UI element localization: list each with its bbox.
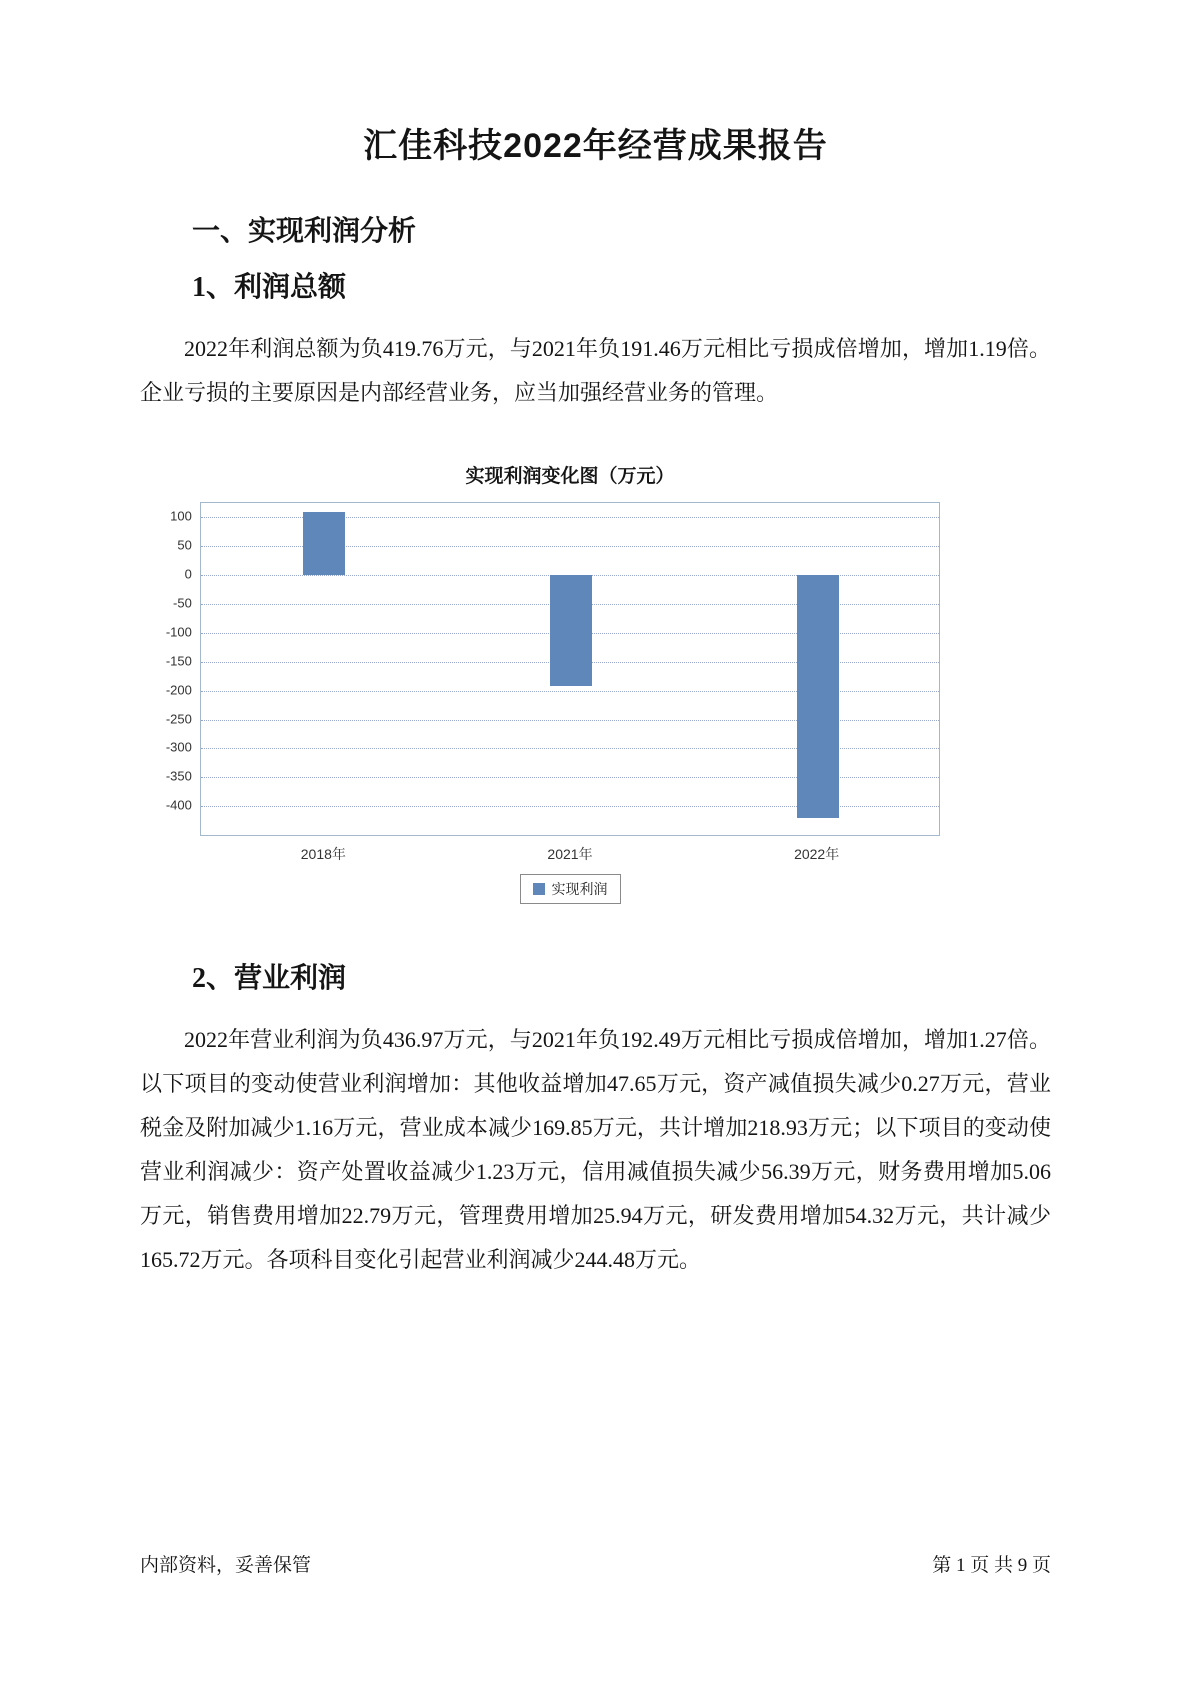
bar-2018年: [303, 512, 345, 576]
bar-2022年: [797, 575, 839, 817]
x-tick-label: 2022年: [794, 846, 840, 862]
y-tick-label: -250: [165, 711, 192, 727]
page-title: 汇佳科技2022年经营成果报告: [363, 127, 828, 165]
chart-title: 实现利润变化图（万元）: [465, 466, 675, 487]
y-tick-label: 100: [170, 508, 192, 524]
chart-body: [140, 502, 940, 836]
chart-plot-area: [200, 502, 940, 836]
y-tick-label: -200: [165, 682, 192, 698]
y-tick-label: -400: [165, 797, 192, 813]
y-tick-label: -350: [165, 768, 192, 784]
page-footer: [140, 1550, 1051, 1577]
section-heading-profit-analysis: 一、实现利润分析: [192, 215, 417, 246]
subsection-heading-operating-profit: 2、营业利润: [192, 963, 347, 994]
chart-legend-row: [200, 874, 940, 904]
chart-legend: [520, 874, 621, 904]
footer-confidential-note: 内部资料，妥善保管: [140, 1555, 312, 1576]
y-tick-label: -150: [165, 653, 192, 669]
chart-x-axis: [200, 836, 940, 866]
y-tick-label: -50: [173, 595, 192, 611]
y-tick-label: -300: [165, 739, 192, 755]
chart-y-axis: [140, 502, 200, 834]
bar-2021年: [550, 575, 592, 686]
profit-chart: [140, 461, 940, 904]
y-tick-label: 0: [184, 566, 192, 582]
y-tick-label: 50: [177, 537, 192, 553]
x-tick-label: 2018年: [300, 846, 346, 862]
subsection-heading-total-profit: 1、利润总额: [192, 272, 347, 303]
x-tick-label: 2021年: [547, 846, 593, 862]
y-tick-label: -100: [165, 624, 192, 640]
paragraph-total-profit: 2022年利润总额为负419.76万元，与2021年负191.46万元相比亏损成倍增加，增加1.19倍。企业亏损的主要原因是内部经营业务，应当加强经营业务的管理。: [140, 336, 1051, 405]
legend-label: 实现利润: [551, 881, 608, 897]
footer-page-number: 第 1 页 共 9 页: [932, 1555, 1051, 1576]
paragraph-operating-profit: 2022年营业利润为负436.97万元，与2021年负192.49万元相比亏损成倍增加，增加1.27倍。以下项目的变动使营业利润增加：其他收益增加47.65万元，资产减值损失减少0.27万元，营业税金及附加减少1.16万元，营业成本减少169.85万元，共计增加218.93万元；以下项目的变动使营业利润减少：资产处置收益减少1.23万元，信用减值损失减少56.39万元，财务费用增加5.06万元，销售费用增加22.79万元，管理费用增加25.94万元，研发费用增加54.32万元，共计减少165.72万元。各项科目变化引起营业利润减少244.48万元。: [140, 1027, 1051, 1272]
legend-swatch-icon: [533, 883, 545, 895]
